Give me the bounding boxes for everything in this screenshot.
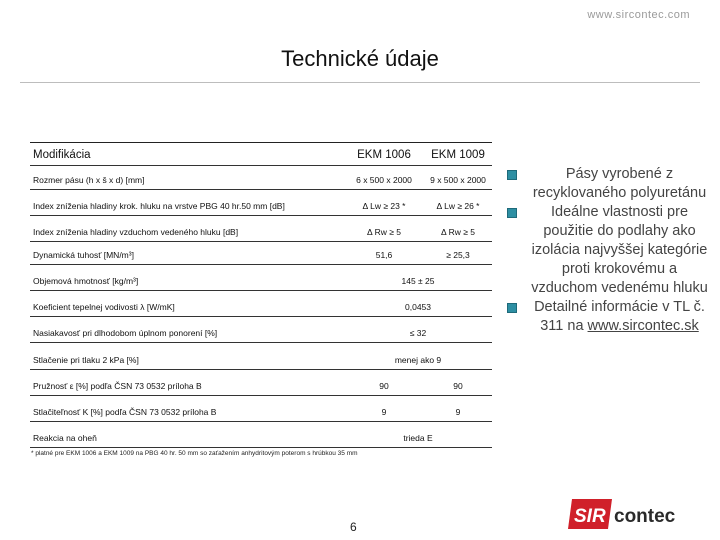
row-value-ekm-1006: 51,6	[375, 250, 393, 260]
row-label: Rozmer pásu (h x š x d) [mm]	[33, 175, 145, 185]
row-label: Pružnosť ε [%] podľa ČSN 73 0532 príloha B	[33, 381, 202, 391]
row-value-ekm-1009: Δ Rw ≥ 5	[441, 227, 475, 237]
bullet-text: Ideálne vlastnosti pre použitie do podlahy ako izolácia najvyššej kategórie proti krokovému a vzduchom vedenému hluku	[531, 204, 708, 296]
square-bullet-icon	[507, 303, 517, 313]
row-value-ekm-1006: Δ Rw ≥ 5	[367, 227, 401, 237]
bullet-item	[505, 165, 710, 203]
header-modification: Modifikácia	[33, 149, 91, 161]
row-label: Index zníženia hladiny vzduchom vedeného hluku [dB]	[33, 227, 239, 237]
row-label: Reakcia na oheň	[33, 433, 97, 443]
table-row	[30, 422, 492, 448]
row-value-merged: 0,0453	[405, 302, 431, 312]
bullet-item	[505, 298, 710, 336]
sircontec-logo	[568, 497, 686, 531]
row-label: Stlačiteľnosť K [%] podľa ČSN 73 0532 príloha B	[33, 407, 217, 417]
table-row	[30, 216, 492, 242]
row-label: Stlačenie pri tlaku 2 kPa [%]	[33, 355, 139, 365]
table-row	[30, 166, 492, 190]
row-value-ekm-1009: ≥ 25,3	[446, 250, 470, 260]
row-label: Objemová hmotnosť [kg/m³]	[33, 276, 139, 286]
table-row	[30, 317, 492, 343]
bullet-text	[529, 298, 710, 336]
row-value-ekm-1006: 9	[381, 407, 387, 417]
slide-title: Technické údaje	[281, 46, 439, 71]
row-value-ekm-1009: 90	[453, 381, 463, 391]
technical-data-table	[30, 142, 492, 448]
row-value-ekm-1006: Δ Lw ≥ 23 *	[362, 201, 406, 211]
row-value-merged: trieda E	[403, 433, 433, 443]
footnote: * platné pre EKM 1006 a EKM 1009 na PBG 40 hr. 50 mm so zaťažením anhydritovým poterom s hrúbkou 35 mm	[31, 450, 358, 457]
row-label: Dynamická tuhosť [MN/m³]	[33, 250, 134, 260]
row-value-merged: ≤ 32	[409, 328, 427, 338]
logo-text-sir: SIR	[574, 506, 606, 527]
bullet-list	[505, 165, 710, 336]
row-value-ekm-1009: 9 x 500 x 2000	[430, 175, 486, 185]
header-ekm-1009: EKM 1009	[431, 149, 485, 161]
sircontec-link[interactable]: www.sircontec.sk	[587, 318, 699, 334]
page-number: 6	[350, 520, 357, 534]
square-bullet-icon	[507, 170, 517, 180]
table-row	[30, 291, 492, 317]
table-header-row	[30, 143, 492, 166]
title-divider	[20, 82, 700, 83]
header-ekm-1006: EKM 1006	[357, 149, 411, 161]
row-value-merged: 145 ± 25	[401, 276, 435, 286]
table-row	[30, 190, 492, 216]
row-label: Index zníženia hladiny krok. hluku na vrstve PBG 40 hr.50 mm [dB]	[33, 201, 285, 211]
row-label: Koeficient tepelnej vodivosti λ [W/mK]	[33, 302, 175, 312]
row-value-merged: menej ako 9	[394, 355, 442, 365]
row-label: Nasiakavosť pri dlhodobom úplnom ponorení [%]	[33, 328, 218, 338]
table-row	[30, 396, 492, 422]
square-bullet-icon	[507, 208, 517, 218]
table-row	[30, 343, 492, 370]
bullet-text: Pásy vyrobené z recyklovaného polyuretánu	[532, 166, 707, 201]
logo-text-contec: contec	[614, 506, 676, 527]
table-row	[30, 265, 492, 291]
bullet-text-detail: Detailné informácie v TL č. 311 na	[534, 299, 705, 334]
bullet-item	[505, 203, 710, 298]
row-value-ekm-1006: 6 x 500 x 2000	[356, 175, 412, 185]
row-value-ekm-1006: 90	[379, 381, 389, 391]
table-row	[30, 370, 492, 396]
row-value-ekm-1009: 9	[455, 407, 461, 417]
row-value-ekm-1009: Δ Lw ≥ 26 *	[436, 201, 480, 211]
table-row	[30, 242, 492, 265]
site-url: www.sircontec.com	[587, 9, 690, 21]
